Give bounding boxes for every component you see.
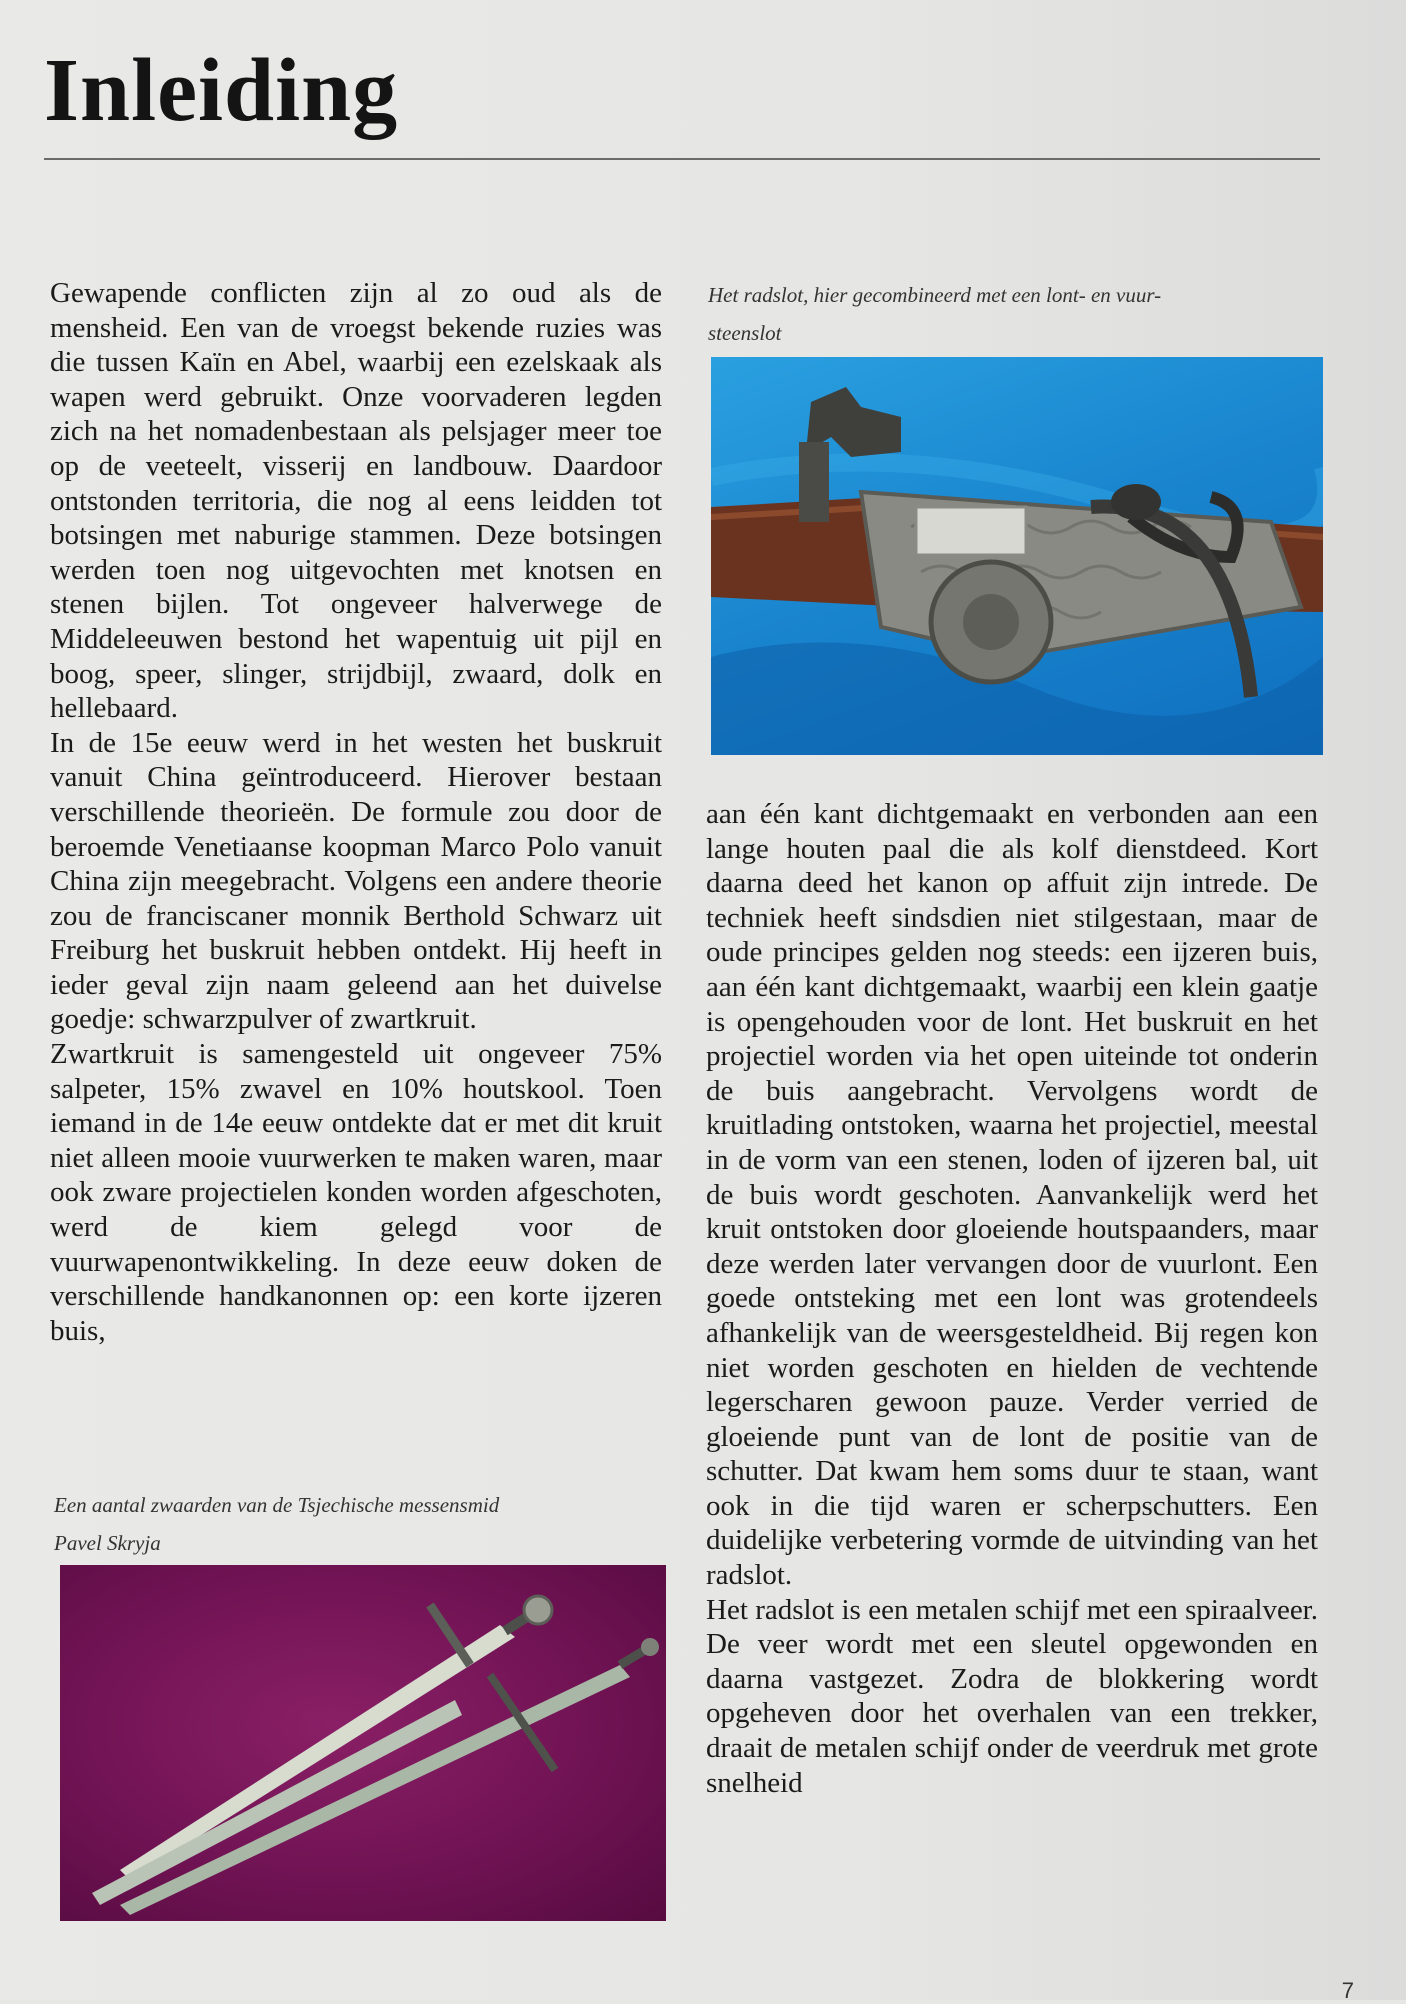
swords-illustration: [60, 1565, 666, 1921]
page-title: Inleiding: [44, 41, 399, 140]
gun-illustration: [711, 357, 1323, 755]
caption-gun: [708, 276, 1328, 352]
paragraph: Het radslot is een metalen schijf met een spiraalveer. De veer wordt met een sleutel opgewonden en daarna vastgezet. Zodra de blokkering wordt opgeheven door het overhalen van een trekker, draait de metalen schijf onder de veerdruk met grote snelheid: [706, 1593, 1318, 1799]
paragraph: Gewapende conflicten zijn al zo oud als de mensheid. Een van de vroegst bekende ruzies was die tussen Kaïn en Abel, waarbij een ezelskaak als wapen werd gebruikt. Onze voorvaderen legden zich na het nomadenbestaan als pelsjager meer toe op de veeteelt, visserij en landbouw. Daardoor ontstonden territoria, die nog al eens leidden tot botsingen met naburige stammen. Deze botsingen werden toen nog uitgevochten met knotsen en stenen bijlen. Tot ongeveer halverwege de Middeleeuwen bestond het wapentuig uit pijl en boog, speer, slinger, strijdbijl, zwaard, dolk en hellebaard.: [50, 277, 662, 725]
caption-swords: [54, 1486, 674, 1562]
caption-line: Een aantal zwaarden van de Tsjechische messensmid: [54, 1493, 500, 1517]
text-column-left: [50, 276, 662, 1348]
paragraph: Zwartkruit is samengesteld uit ongeveer 75% salpeter, 15% zwavel en 10% houtskool. Toen iemand in de 14e eeuw ontdekte dat er met dit kruit niet alleen mooie vuurwerken te maken waren, maar ook zware projectielen konden worden afgeschoten, werd de kiem gelegd voor de vuurwapenontwikkeling. In deze eeuw doken de verschillende handkanonnen op: een korte ijzeren buis,: [50, 1038, 662, 1347]
photo-wheellock-gun: [711, 357, 1323, 755]
photo-swords: [60, 1565, 666, 1921]
caption-line: Het radslot, hier gecombineerd met een lont- en vuur-: [708, 283, 1162, 307]
paragraph: In de 15e eeuw werd in het westen het buskruit vanuit China geïntroduceerd. Hierover bestaan verschillende theorieën. De formule zou door de beroemde Venetiaanse koopman Marco Polo vanuit China zijn meegebracht. Volgens een andere theorie zou de franciscaner monnik Berthold Schwarz uit Freiburg het buskruit hebben ontdekt. Hij heeft in ieder geval zijn naam geleend aan het duivelse goedje: schwarzpulver of zwartkruit.: [50, 726, 662, 1036]
title-rule: [44, 158, 1320, 160]
text-column-right: [706, 797, 1318, 1800]
page-number: 7: [1341, 1978, 1354, 2003]
paragraph: aan één kant dichtgemaakt en verbonden aan een lange houten paal die als kolf dienstdeed. Kort daarna deed het kanon op affuit zijn intrede. De techniek heeft sindsdien niet stilgestaan, maar de oude principes gelden nog steeds: een ijzeren buis, aan één kant dichtgemaakt, waarbij een klein gaatje is opengehouden voor de lont. Het buskruit en het projectiel worden via het open uiteinde tot onderin de buis aangebracht. Vervolgens wordt de kruitlading ontstoken, waarna het projectiel, meestal in de vorm van een stenen, loden of ijzeren bal, uit de buis wordt geschoten. Aanvankelijk werd het kruit ontstoken door gloeiende houtspaanders, maar deze werden later vervangen door de vuurlont. Een goede ontsteking met een lont was grotendeels afhankelijk van de weersgesteldheid. Bij regen kon niet worden geschoten en hielden de vechtende legerscharen gewoon pauze. Verder verried de gloeiende punt van de lont de positie van de schutter. Dat kwam hem soms duur te staan, want ook in die tijd waren er scherpschutters. Een duidelijke verbetering vormde de uitvinding van het radslot.: [706, 798, 1318, 1592]
caption-line: steenslot: [708, 321, 782, 345]
caption-line: Pavel Skryja: [54, 1531, 161, 1555]
